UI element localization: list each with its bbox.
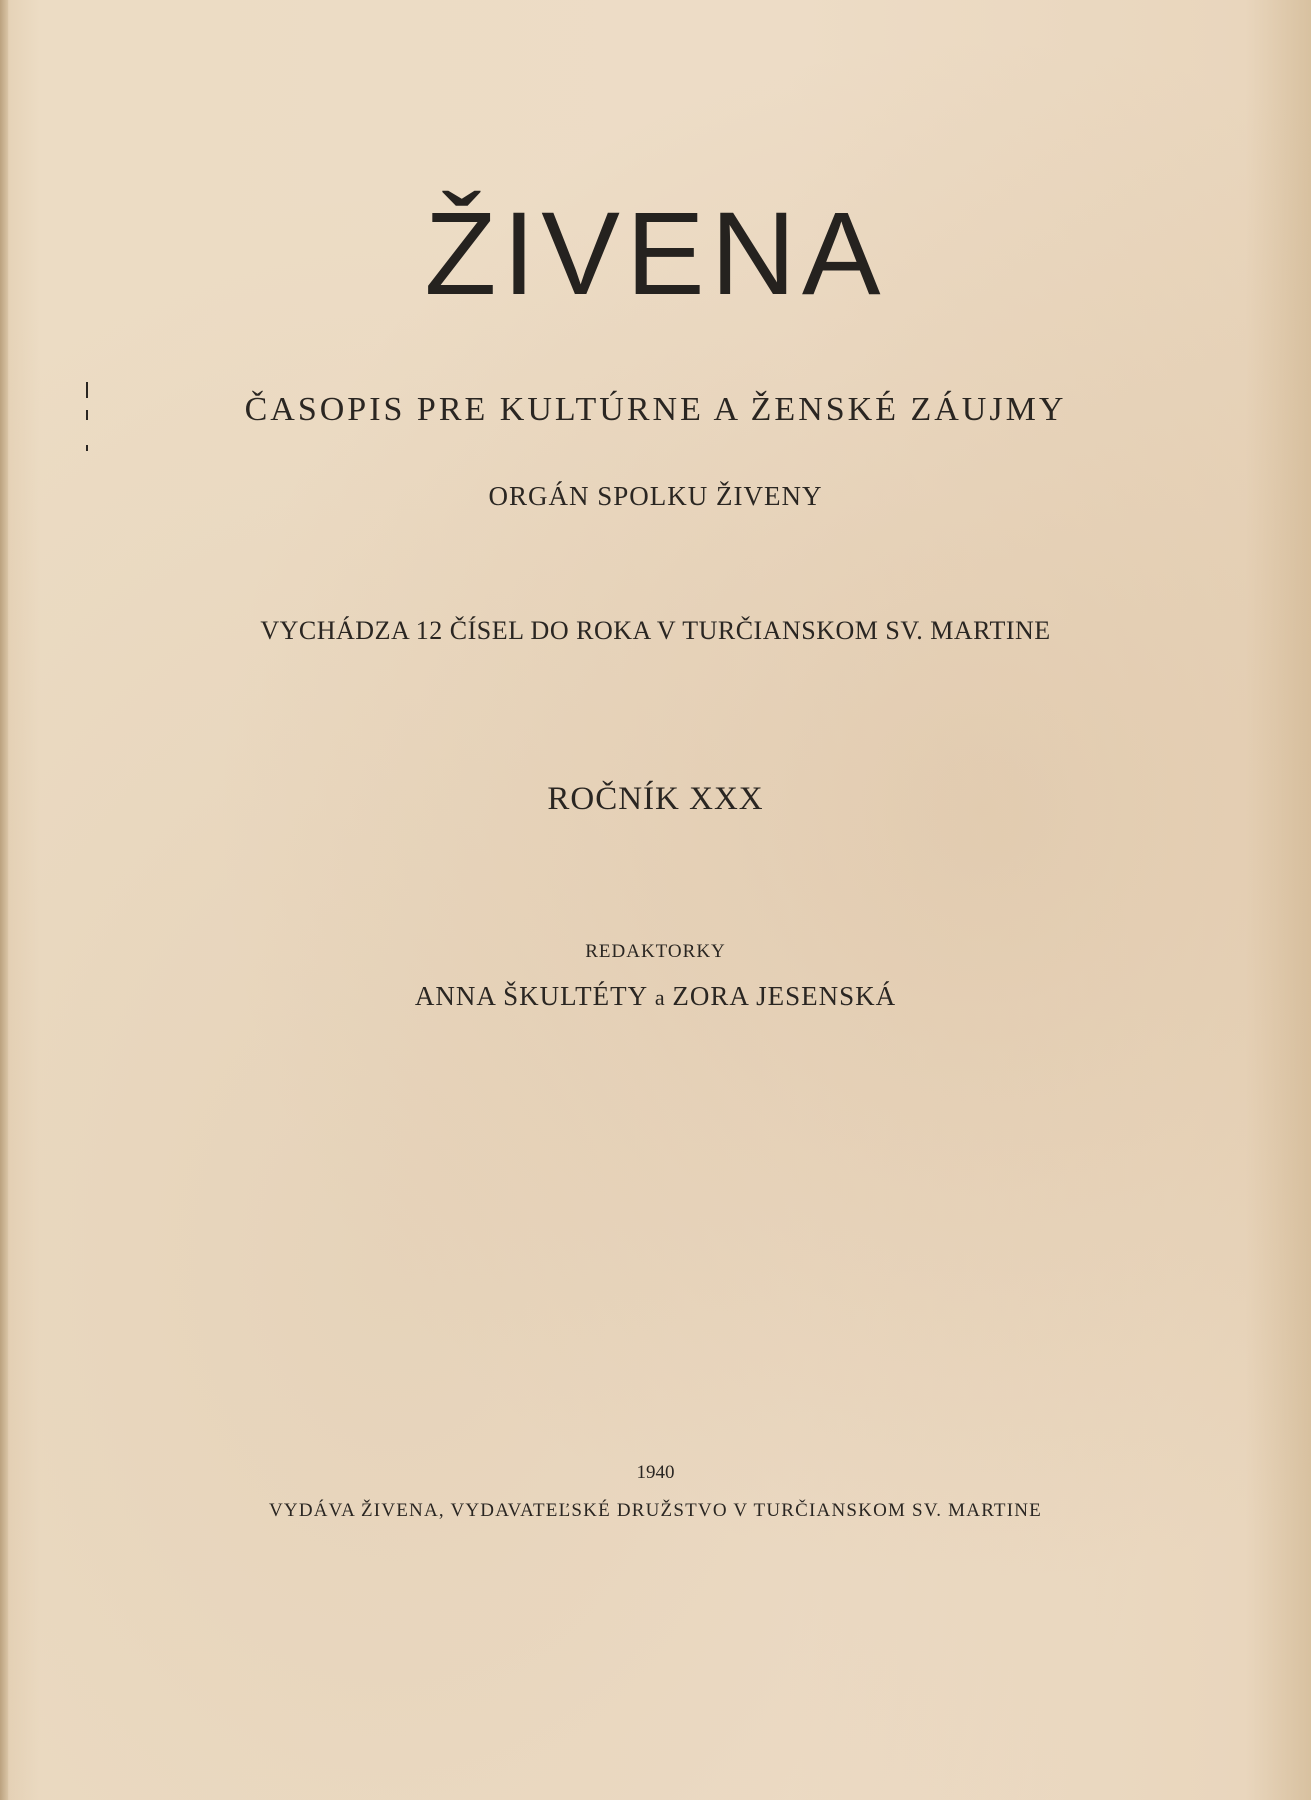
- organ-line: ORGÁN SPOLKU ŽIVENY: [488, 481, 823, 511]
- editor-name-1: ANNA ŠKULTÉTY: [414, 981, 648, 1011]
- editors-names: [0, 983, 1311, 1010]
- masthead-title: ŽIVENA: [424, 188, 887, 320]
- margin-mark: [86, 445, 88, 451]
- editor-name-2: ZORA JESENSKÁ: [672, 981, 897, 1011]
- publication-info: VYCHÁDZA 12 ČÍSEL DO ROKA V TURČIANSKOM SV. MARTINE: [260, 616, 1051, 645]
- editors-conjunction: a: [654, 985, 665, 1010]
- publication-year: 1940: [636, 1462, 675, 1483]
- volume-number: ROČNÍK XXX: [547, 781, 764, 817]
- publisher-line: VYDÁVA ŽIVENA, VYDAVATEĽSKÉ DRUŽSTVO V TURČIANSKOM SV. MARTINE: [269, 1500, 1042, 1521]
- editors-label: REDAKTORKY: [585, 941, 726, 962]
- journal-subtitle: ČASOPIS PRE KULTÚRNE A ŽENSKÉ ZÁUJMY: [244, 391, 1067, 428]
